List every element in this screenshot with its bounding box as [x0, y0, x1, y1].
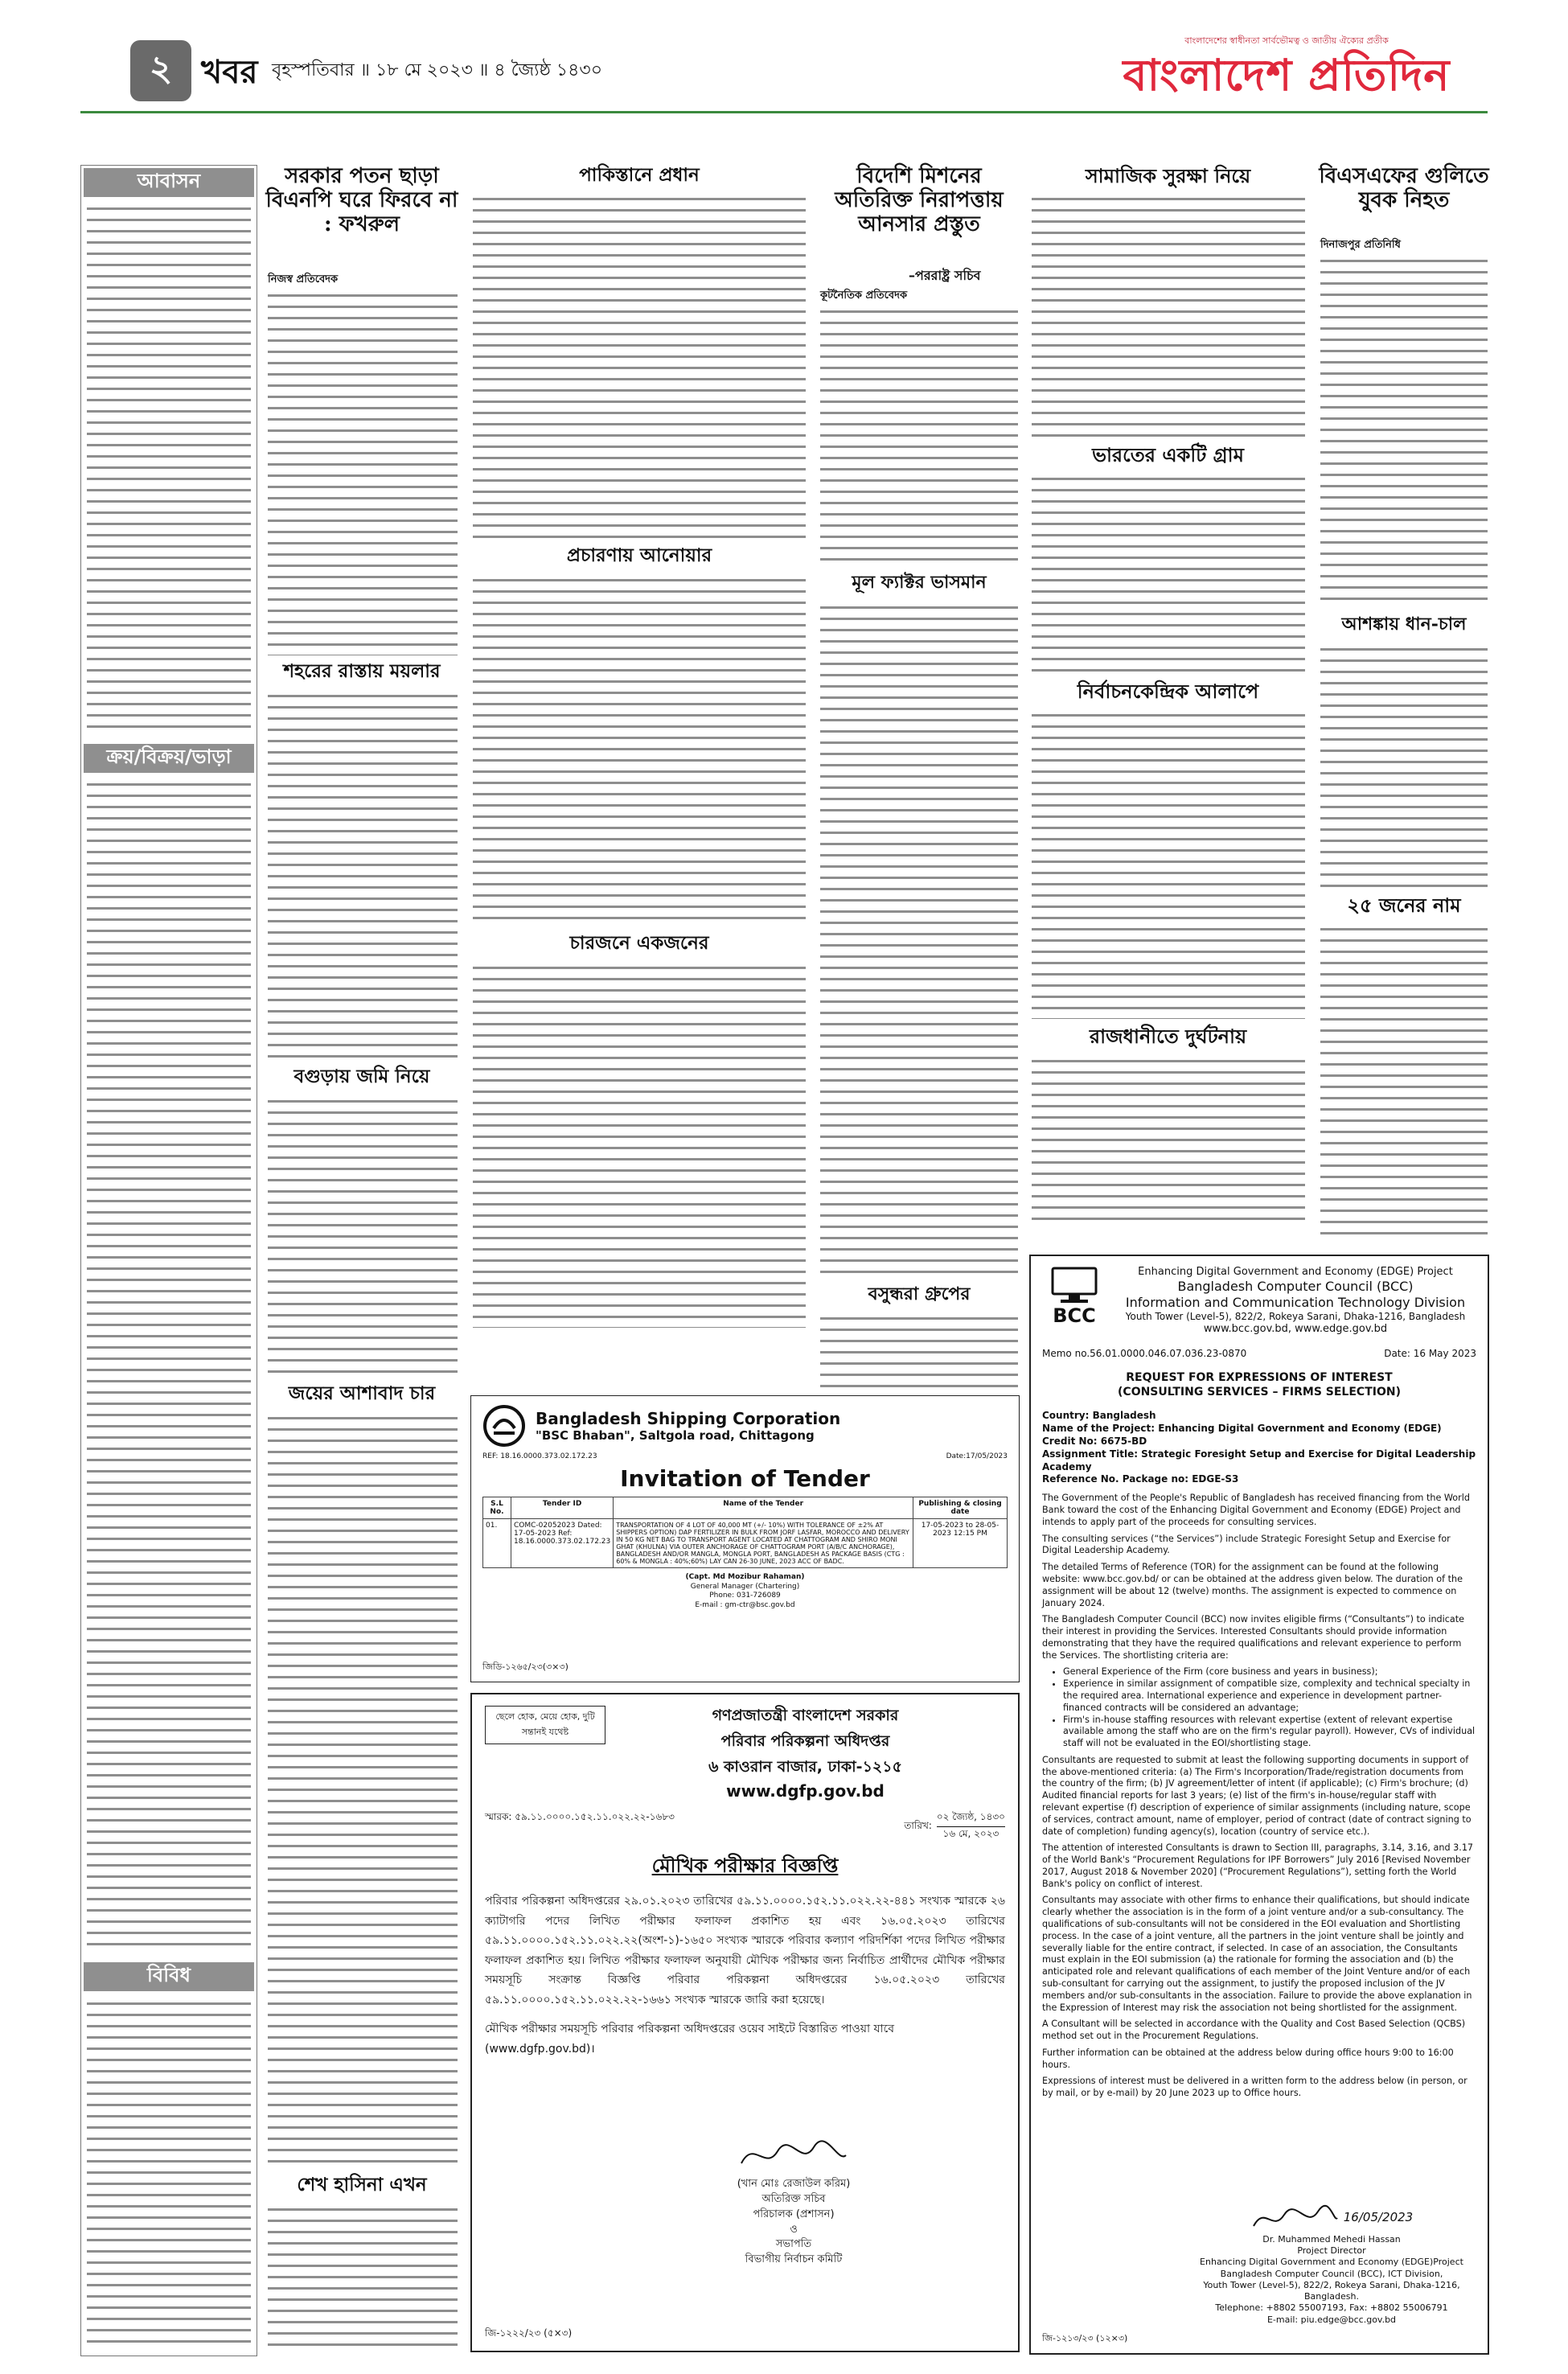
article-title-campaign: প্রচারণায় আনোয়ার [566, 544, 712, 566]
cell-tender-name: TRANSPORTATION OF 4 LOT OF 40,000 MT (+/- 10%) WITH TOLERANCE OF ±2% AT SHIPPERS OPTION) DAP FERTILIZER IN BULK FROM JORF LASFAR, MOROCCO AND DELIVERY IN 50 KG NET BAG TO TRANSPORT AGENT LOCATED AT CHATTOGRAM AND SHIRO MONI GHAT (KHULNA) VIA OUTER ANCHORAGE OF CHATTOGRAM PORT (A/B/C ANCHORAGE), BANGLADESH AND/OR MANGLA, MONGLA PORT, BANGLADESH AS PACKAGE BASIS (CTG : 60% & MONGLA : 40%;60%) LAY CAN 26-30 JUNE, 2023 ACC OF BADC. [614, 1519, 913, 1568]
dgfp-signer: (খান মোঃ রেজাউল করিম) [737, 2178, 851, 2190]
brand-tagline: বাংলাদেশের স্বাধীনতা সার্বভৌমত্ব ও জাতীয় ঐক্যের প্রতীক [1184, 35, 1389, 46]
bcc-signer-line3: Youth Tower (Level-5), 822/2, Rokeya Sarani, Dhaka-1216, Bangladesh. [1203, 2279, 1460, 2302]
article-byline-fakhrul: নিজস্ব প্রতিবেদক [268, 273, 339, 285]
bcc-computer-icon [1049, 1266, 1099, 1304]
article-body-paddy [1320, 643, 1488, 889]
dgfp-signer-role1: অতিরিক্ত সচিব [761, 2192, 826, 2205]
bcc-para-1: The Government of the People's Republic of Bangladesh has received financing from the World Bank toward the cost of the Enhancing Digital Government and Economy (EDGE) Project and intends to apply part of the proceeds for consulting services. [1042, 1493, 1470, 1527]
article-body-city-roads [268, 690, 458, 1060]
dgfp-date-english: ১৬ মে, ২০২৩ [942, 1828, 999, 1839]
bcc-credit: Credit No: 6675-BD [1042, 1435, 1147, 1447]
bsc-tender-ad [470, 1395, 1020, 1682]
article-title-pakistan: পাকিস্তানে প্রধান [579, 164, 700, 186]
article-body-charge [473, 962, 806, 1328]
bcc-eoi-ad [1029, 1255, 1489, 2355]
classified-housing-header [84, 168, 254, 197]
article-title-social: সামাজিক সুরক্ষা নিয়ে [1085, 164, 1251, 187]
article-body-vasundhara [820, 1312, 1018, 1389]
article-title-capital-accident: রাজধানীতে দুর্ঘটনায় [1089, 1025, 1247, 1048]
bcc-para-5: Consultants are requested to submit at least the following supporting documents in support of the above-mentioned criteria: (a) The Firm's Incorporation/Trade/registration documents from the country of the firm; (b) JV agreement/letter of intent (if applicable); (c) Firm's brochure; (d) Audited financial reports for last 3 years; (e) list of the firm's in-house/regular staff with relevant expertise (f) description of experience of similar assignments (including nature, scope of services, contract amount, name of employer, period of contract (date of contract signing to date of completion) funding agency(s), location (country of service etc.). [1042, 1754, 1472, 1837]
dgfp-signer-role4: সভাপতি [775, 2238, 812, 2251]
dgfp-government: গণপ্রজাতন্ত্রী বাংলাদেশ সরকার [712, 1707, 899, 1724]
article-body-sheikh-hasina [268, 2204, 458, 2355]
bcc-signer-title: Project Director [1297, 2245, 1366, 2256]
classified-sale-header [84, 744, 254, 773]
bsc-email: E-mail : gm-ctr@bsc.gov.bd [695, 1601, 795, 1610]
bcc-criteria-3: • Firm's in-house staffing resources with relevant expertise (extent of relevant expertise available among the staff who are on the firm's regular payroll). However, CVs of individual staff will not be evaluated in the EOI/shortlisting stage. [1063, 1715, 1476, 1750]
dgfp-website: www.dgfp.gov.bd [726, 1781, 885, 1801]
article-body-capital-accident [1032, 1055, 1305, 1228]
bcc-memo: Memo no.56.01.0000.046.07.036.23-0870 [1042, 1347, 1247, 1359]
col-tender-id: Tender ID [511, 1497, 614, 1519]
classified-housing-label: আবাসন [137, 170, 201, 192]
bsc-signer-title: General Manager (Chartering) [690, 1582, 800, 1591]
article-byline-foreign-mission: কূটনৈতিক প্রতিবেদক [820, 290, 908, 302]
dgfp-signer-role5: বিভাগীয় নির্বাচন কমিটি [745, 2253, 843, 2266]
page-number-badge [130, 40, 191, 101]
bsc-org-name: Bangladesh Shipping Corporation [536, 1409, 841, 1428]
bcc-signer-line1: Enhancing Digital Government and Economy (EDGE)Project [1200, 2257, 1463, 2268]
bcc-para-4: The Bangladesh Computer Council (BCC) now invites eligible firms (“Consultants”) to indicate their interest in providing the Services. Interested Consultants should provide information demonstrating that they have the required qualifications and relevant experience to perform the Services. The shortlisting criteria are: [1042, 1614, 1465, 1661]
dateline: বৃহস্পতিবার ॥ ১৮ মে ২০২৩ ॥ ৪ জ্যৈষ্ঠ ১৪৩০ [272, 60, 603, 80]
dgfp-department: পরিবার পরিকল্পনা অধিদপ্তর [720, 1732, 890, 1750]
article-body-pakistan [473, 193, 806, 539]
article-title-paddy: আশঙ্কায় ধান-চাল [1341, 614, 1467, 635]
bsc-logo-icon [482, 1404, 526, 1448]
bcc-logo-text: BCC [1053, 1304, 1096, 1327]
article-title-fakhrul: সরকার পতন ছাড়া বিএনপি ঘরে ফিরবে না : ফখরুল [265, 164, 458, 236]
article-body-joyer-abad [268, 1412, 458, 2168]
bcc-signer-line4: Telephone: +8802 55007193, Fax: +8802 55006791 [1215, 2302, 1448, 2314]
article-body-mool-factor [820, 602, 1018, 1277]
bcc-eoi-title: REQUEST FOR EXPRESSIONS OF INTEREST [1126, 1370, 1393, 1384]
bcc-ad-code: জি-১২১৩/২৩ (১২×৩) [1042, 2333, 1128, 2343]
article-title-vasundhara: বসুন্ধরা গ্রুপের [868, 1284, 971, 1304]
cell-date: 17-05-2023 to 28-05-2023 12:15 PM [913, 1519, 1008, 1568]
table-header-row [483, 1497, 1008, 1519]
bcc-signature-date: 16/05/2023 [1343, 2209, 1414, 2224]
bsc-address: "BSC Bhaban", Saltgola road, Chittagong [536, 1428, 815, 1443]
table-row [483, 1519, 1008, 1568]
bcc-criteria-2: • Experience in similar assignment of compatible size, complexity and technical specialty in the required area. International experience and experience in development partner-financed contracts will be considered an advantage; [1063, 1678, 1476, 1714]
bsc-tender-title: Invitation of Tender [620, 1465, 870, 1492]
bcc-address: Youth Tower (Level-5), 822/2, Rokeya Sarani, Dhaka-1216, Bangladesh [1125, 1311, 1466, 1323]
dgfp-date-bangla: ০২ জ্যৈষ্ঠ, ১৪৩০ [937, 1810, 1005, 1827]
classified-sale-text [87, 778, 251, 1953]
col-date: Publishing & closing date [913, 1497, 1008, 1519]
bcc-para-8: A Consultant will be selected in accordance with the Quality and Cost Based Selection (QCBS) method set out in the Procurement Regulations. [1042, 2019, 1466, 2042]
section-title: খবর [201, 53, 258, 91]
bcc-org: Bangladesh Computer Council (BCC) [1177, 1279, 1414, 1295]
dgfp-address: ৬ কাওরান বাজার, ঢাকা-১২১৫ [708, 1758, 902, 1776]
article-title-charge: চারজনে একজনের [569, 932, 709, 954]
bcc-assignment: Assignment Title: Strategic Foresight Setup and Exercise for Digital Leadership Academy [1042, 1448, 1476, 1472]
bcc-reference: Reference No. Package no: EDGE-S3 [1042, 1473, 1239, 1485]
dgfp-signature-icon [737, 2135, 850, 2175]
dgfp-viva-ad [470, 1693, 1020, 2352]
bsc-ad-code: জিডি-১২৬৫/২৩(৩×৩) [482, 1661, 569, 1672]
article-body-names25 [1320, 923, 1488, 1237]
article-body-bsf [1320, 255, 1488, 609]
dgfp-date-label: তারিখ: [904, 1819, 932, 1831]
cell-tender-id: COMC-02052023 Dated: 17-05-2023 Ref: 18.16.0000.373.02.172.23 [511, 1519, 614, 1568]
bcc-division: Information and Communication Technology Division [1125, 1295, 1466, 1311]
article-body-social [1032, 193, 1305, 438]
bcc-signer: Dr. Muhammed Mehedi Hassan [1262, 2233, 1401, 2245]
brand-logo: বাংলাদেশ প্রতিদিন [1123, 50, 1451, 101]
bcc-para-6: The attention of interested Consultants is drawn to Section III, paragraphs, 3.14, 3.16, and 3.17 of the World Bank's “Procurement Regulations for IPF Borrowers” July 2016 [Revised November 2017, August 2018 & November 2020] (“Procurement Regulations”), setting forth the World Bank's policy on conflict of interest. [1042, 1842, 1474, 1889]
article-title-mool-factor: মূল ফ্যাক্টর ভাসমান [852, 572, 987, 593]
classified-misc-header [84, 1962, 254, 1991]
article-title-bsf: বিএসএফের গুলিতে যুবক নিহত [1319, 164, 1489, 212]
classified-sale-label: ক্রয়/বিক্রয়/ভাড়া [106, 745, 232, 768]
bcc-project-name: Name of the Project: Enhancing Digital Government and Economy (EDGE) [1042, 1423, 1442, 1435]
page-number: ২ [149, 47, 173, 89]
bsc-phone: Phone: 031-726089 [709, 1592, 781, 1600]
dgfp-signer-role3: ও [790, 2223, 798, 2236]
bcc-project: Enhancing Digital Government and Economy (EDGE) Project [1138, 1266, 1453, 1278]
dgfp-notice-title: মৌখিক পরীক্ষার বিজ্ঞপ্তি [651, 1854, 839, 1877]
article-title-names25: ২৫ জনের নাম [1347, 893, 1461, 917]
bcc-para-2: The consulting services (“the Services”) include Strategic Foresight Setup and Exercise for Digital Leadership Academy. [1042, 1533, 1451, 1556]
article-body-fakhrul [268, 290, 458, 655]
article-title-bogura: বগুড়ায় জমি নিয়ে [293, 1066, 430, 1087]
classified-misc-text [87, 1998, 251, 2351]
header-rule [80, 111, 1488, 113]
bcc-signer-line2: Bangladesh Computer Council (BCC), ICT Division, [1220, 2268, 1443, 2279]
bsc-ref: REF: 18.16.0000.373.02.172.23 [482, 1452, 597, 1460]
article-title-india-village: ভারতের একটি গ্রাম [1092, 443, 1244, 466]
bcc-eoi-subtitle: (CONSULTING SERVICES – FIRMS SELECTION) [1118, 1386, 1401, 1399]
dgfp-ad-code: জি-১২২২/২৩ (৫×৩) [485, 2327, 573, 2339]
article-title-city-roads: শহরের রাস্তায় ময়লার [283, 660, 441, 682]
article-byline-bsf: দিনাজপুর প্রতিনিধি [1320, 239, 1401, 251]
bcc-website: www.bcc.gov.bd, www.edge.gov.bd [1203, 1323, 1388, 1336]
article-title-election: নির্বাচনকেন্দ্রিক আলাপে [1077, 680, 1259, 703]
dgfp-notice-body: পরিবার পরিকল্পনা অধিদপ্তরের ২৯.০১.২০২৩ তারিখের ৫৯.১১.০০০০.১৫২.১১.০২২.২২-৪৪১ সংখ্যক স্মারকে ২৬ ক্যাটাগরি পদের লিখিত পরীক্ষার ফলাফল প্রকাশিত হয় এবং ১৬.০৫.২০২৩ তারিখের ৫৯.১১.০০০০.১৫২.১১.০২২.২২(অংশ-১)-১৬৫০ সংখ্যক স্মারকে পরিবার কল্যাণ পরিদর্শিকা পদের লিখিত পরীক্ষার ফলাফল প্রকাশিত হয়। লিখিত পরীক্ষার ফলাফল অনুযায়ী মৌখিক পরীক্ষার জন্য নির্বাচিত প্রার্থীদের মৌখিক পরীক্ষার সময়সূচি সংক্রান্ত বিজ্ঞপ্তি পরিবার পরিকল্পনা অধিদপ্তরের ১৬.০৫.২০২৩ তারিখের ৫৯.১১.০০০০.১৫২.১১.০২২.২২-১৬৬১ সংখ্যক স্মারকে জারি করা হয়েছে। [485, 1895, 1005, 2006]
bsc-tender-table [482, 1497, 1008, 1568]
article-title-foreign-mission: বিদেশি মিশনের অতিরিক্ত নিরাপত্তায় আনসার প্রস্তুত [835, 164, 1004, 236]
bsc-date: Date:17/05/2023 [946, 1452, 1008, 1460]
col-sl: S.L No. [483, 1497, 511, 1519]
article-body-india-village [1032, 473, 1305, 674]
classified-misc-label: বিবিধ [147, 1964, 191, 1986]
bcc-date: Date: 16 May 2023 [1384, 1347, 1476, 1359]
bcc-para-10: Expressions of interest must be delivered in a written form to the address below (in person, or by mail, or by e-mail) by 20 June 2023 up to Office hours. [1042, 2076, 1467, 2099]
article-body-bogura [268, 1095, 458, 1377]
col-tender-name: Name of the Tender [614, 1497, 913, 1519]
cell-sl: 01. [483, 1519, 511, 1568]
article-subtitle-foreign-mission: –পররাষ্ট্র সচিব [909, 268, 981, 283]
bcc-country: Country: Bangladesh [1042, 1410, 1156, 1422]
article-body-campaign [473, 574, 806, 928]
bcc-para-3: The detailed Terms of Reference (TOR) for the assignment can be found at the following website: www.bcc.gov.bd/ or can be obtained at the address given below. The duration of the assignment will be about 12 (twelve) months. The assignment is expected to commence on January 2024. [1042, 1562, 1463, 1608]
dgfp-memo: স্মারক: ৫৯.১১.০০০০.১৫২.১১.০২২.২২-১৬৮৩ [485, 1811, 675, 1822]
bcc-criteria-1: • General Experience of the Firm (core business and years in business); [1063, 1666, 1476, 1678]
classified-housing-text [87, 203, 251, 733]
bcc-para-9: Further information can be obtained at the address below during office hours 9:00 to 16:00 hours. [1042, 2047, 1454, 2070]
article-body-foreign-mission [820, 306, 1018, 567]
bcc-para-7: Consultants may associate with other firms to enhance their qualifications, but should indicate clearly whether the association is in the form of a joint venture and/or a sub-consultancy. The qualifications of sub-consultants will not be considered in the EOI evaluation and Shortlisting process. In the case of a joint venture, all the partners in the joint venture shall be jointly and severally liable for the entire contract, if selected. In case of an association, the Consultants must explain in the EOI submission (a) the rationale for forming the association and (b) the anticipated role and relevant qualifications of each member of the Joint Venture and/or of each sub-consultant for carrying out the assignment, to justify the proposed inclusion of the JV members and/or sub-consultants in the association. Failure to provide the above explanation in the Expression of Interest may risk the association not being shortlisted for the assignment. [1042, 1895, 1472, 2013]
article-title-sheikh-hasina: শেখ হাসিনা এখন [297, 2174, 427, 2195]
dgfp-notice-body2: মৌখিক পরীক্ষার সময়সূচি পরিবার পরিকল্পনা অধিদপ্তরের ওয়েব সাইটে বিস্তারিত পাওয়া যাবে (www.dgfp.gov.bd)। [485, 2023, 895, 2056]
bcc-signature-icon [1250, 2202, 1339, 2234]
dgfp-slogan-box [485, 1706, 605, 1744]
bsc-signer: (Capt. Md Mozibur Rahaman) [685, 1573, 805, 1581]
bcc-signer-line5: E-mail: piu.edge@bcc.gov.bd [1266, 2314, 1397, 2325]
dgfp-signer-role2: পরিচালক (প্রশাসন) [753, 2208, 835, 2220]
article-body-election [1032, 709, 1305, 1019]
article-title-joyer-abad: জয়ের আশাবাদ চার [288, 1382, 436, 1404]
dgfp-slogan: ছেলে হোক, মেয়ে হোক, দুটি সন্তানই যথেষ্ট [495, 1711, 595, 1737]
